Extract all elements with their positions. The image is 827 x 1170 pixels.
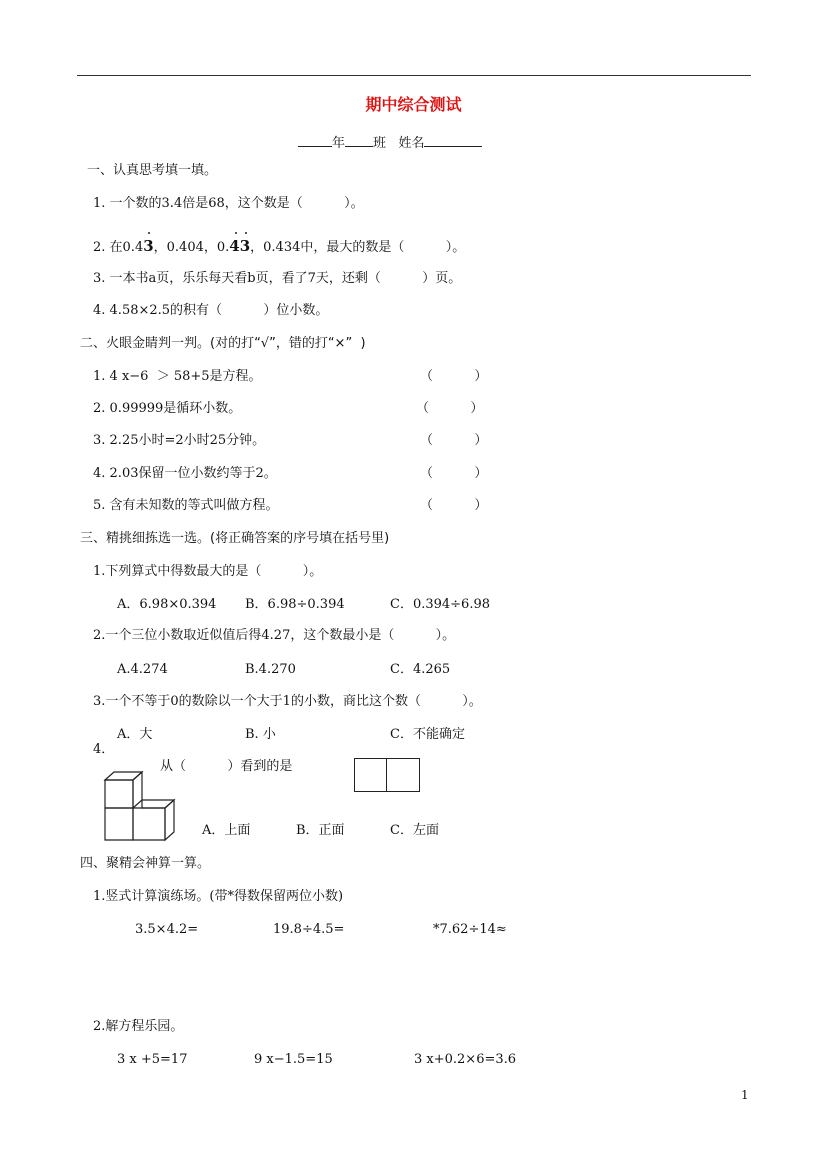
s3-q3-option-c[interactable]: C．不能确定 <box>390 727 465 742</box>
s2-item-3: 3. 2.25小时=2小时25分钟。 <box>93 433 266 448</box>
s1-question-1: 1. 一个数的3.4倍是68，这个数是（ ）。 <box>93 196 364 211</box>
repeat-dot <box>235 232 237 234</box>
year-label: 年 <box>332 136 346 151</box>
calc-problem-1: 3.5×4.2= <box>135 922 199 937</box>
s2-answer-paren-3[interactable]: （ ） <box>420 433 488 448</box>
section-4-heading: 四、聚精会神算一算。 <box>80 856 211 871</box>
view-answer-figure <box>354 758 420 792</box>
s2-answer-paren-1[interactable]: （ ） <box>420 369 488 384</box>
class-blank[interactable] <box>345 133 373 147</box>
s3-question-2: 2.一个三位小数取近似值后得4.27，这个数最小是（ ）。 <box>93 628 456 643</box>
s3-q1-option-b[interactable]: B．6.98÷0.394 <box>245 597 345 612</box>
s2-answer-paren-5[interactable]: （ ） <box>420 498 488 513</box>
s2-item-4: 4. 2.03保留一位小数约等于2。 <box>93 466 277 481</box>
s3-question-4: 从（ ）看到的是 <box>160 759 293 774</box>
class-label: 班 <box>373 136 387 151</box>
section-1-heading: 一、认真思考填一填。 <box>87 163 218 178</box>
section-3-heading: 三、精挑细拣选一选。(将正确答案的序号填在括号里) <box>80 531 390 546</box>
equation-2: 9 x−1.5=15 <box>254 1052 333 1067</box>
section-2-heading: 二、火眼金睛判一判。(对的打“√”，错的打“×” ) <box>80 336 366 351</box>
s3-question-3: 3.一个不等于0的数除以一个大于1的小数，商比这个数（ ）。 <box>93 694 482 709</box>
s3-q3-option-b[interactable]: B. 小 <box>245 727 276 742</box>
s3-q2-option-b[interactable]: B.4.270 <box>245 662 296 677</box>
repeat-dot <box>148 232 150 234</box>
s2-item-1: 1. 4 x−6 ＞ 58+5是方程。 <box>93 369 262 384</box>
s3-q4-option-c[interactable]: C．左面 <box>390 823 439 838</box>
s2-item-2: 2. 0.99999是循环小数。 <box>93 401 242 416</box>
cube-stack-figure <box>101 768 181 844</box>
s3-q3-option-a[interactable]: A．大 <box>117 727 153 742</box>
s4-sub-1: 1.竖式计算演练场。(带*得数保留两位小数) <box>93 889 344 904</box>
s3-q2-option-c[interactable]: C．4.265 <box>390 662 451 677</box>
s2-answer-paren-2[interactable]: （ ） <box>416 401 484 416</box>
repeating-digit: 3 <box>143 238 153 254</box>
student-info-line <box>298 133 482 152</box>
s3-q1-option-c[interactable]: C．0.394÷6.98 <box>390 597 491 612</box>
s2-item-5: 5. 含有未知数的等式叫做方程。 <box>93 498 279 513</box>
name-blank[interactable] <box>424 133 482 147</box>
s3-q2-option-a[interactable]: A.4.274 <box>117 662 168 677</box>
calc-problem-3: *7.62÷14≈ <box>433 922 507 937</box>
s3-question-4-number: 4． <box>93 742 115 757</box>
equation-3: 3 x+0.2×6=3.6 <box>414 1052 517 1067</box>
s3-q4-option-b[interactable]: B．正面 <box>296 823 345 838</box>
s2-answer-paren-4[interactable]: （ ） <box>420 466 488 481</box>
page-title: 期中综合测试 <box>365 95 462 114</box>
year-blank[interactable] <box>298 133 332 147</box>
equation-1: 3 x +5=17 <box>117 1052 188 1067</box>
s3-q4-option-a[interactable]: A．上面 <box>202 823 251 838</box>
s1-question-2: 2. 在0.43 ，0.404，0.4 3 ，0.434中，最大的数是（ ）。 <box>93 238 465 256</box>
page-number: 1 <box>741 1088 749 1102</box>
s1-question-4: 4. 4.58×2.5的积有（ ）位小数。 <box>93 303 329 318</box>
repeat-dot <box>245 232 247 234</box>
s3-q1-option-a[interactable]: A．6.98×0.394 <box>117 597 217 612</box>
calc-problem-2: 19.8÷4.5= <box>273 922 345 937</box>
s4-sub-2: 2.解方程乐园。 <box>93 1019 184 1034</box>
header-rule <box>77 75 751 76</box>
name-label: 姓名 <box>398 136 425 151</box>
repeating-digit: 3 <box>240 238 250 254</box>
s3-question-1: 1.下列算式中得数最大的是（ ）。 <box>93 564 323 579</box>
repeating-digit: 4 <box>229 238 239 254</box>
s1-question-3: 3. 一本书a页，乐乐每天看b页，看了7天，还剩（ ）页。 <box>93 271 462 286</box>
